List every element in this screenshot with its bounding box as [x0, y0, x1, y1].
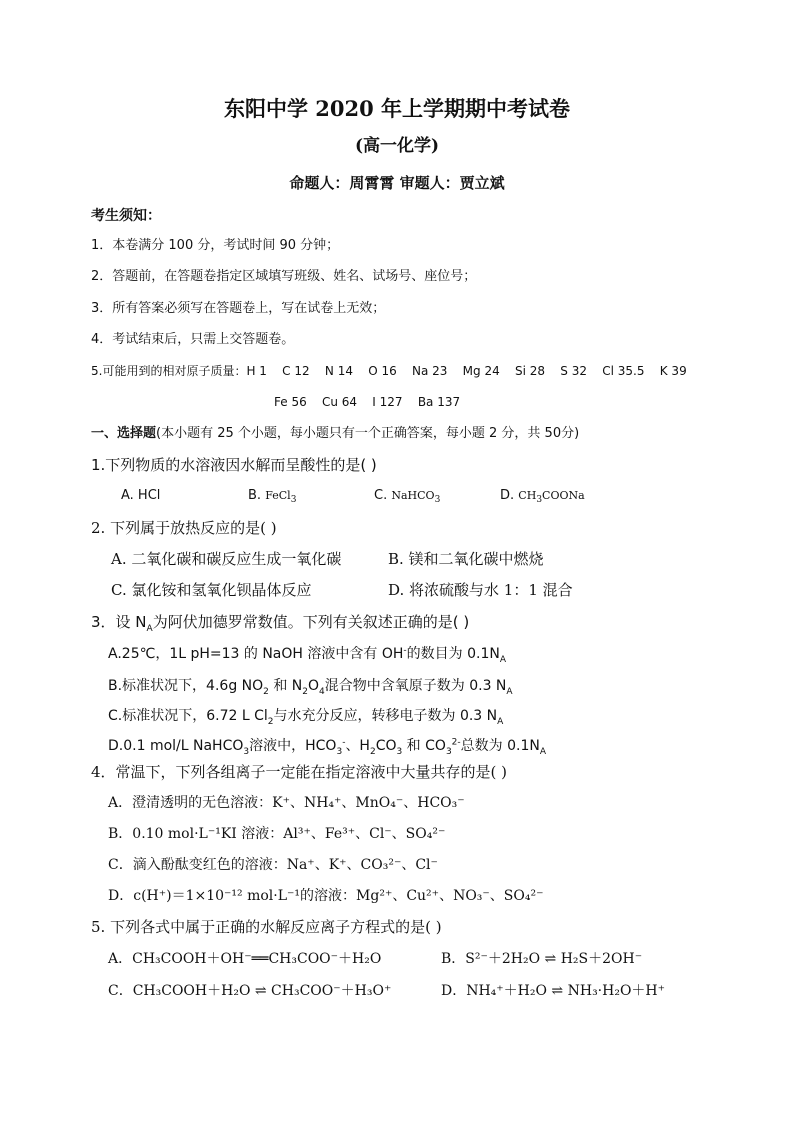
option-formula: [391, 489, 441, 506]
question-4-stem: 4．常温下，下列各组离子一定能在指定溶液中大量共存的是( ): [91, 763, 508, 781]
question-5-stem: 5. 下列各式中属于正确的水解反应离子方程式的是( ): [91, 918, 442, 936]
option-subscript: A: [539, 746, 547, 757]
option-text: 溶液中，HCO: [249, 738, 337, 754]
option-subscript: A: [506, 686, 513, 697]
question-1-option-a: A. HCl: [121, 488, 161, 503]
question-3-option-c: [108, 708, 504, 727]
notice-item-2: 2．答题前，在答题卷指定区域填写班级、姓名、试场号、座位号；: [91, 269, 477, 284]
option-subscript: 3: [396, 746, 403, 757]
option-subscript: A: [499, 654, 506, 665]
formula-text: COONa: [542, 489, 585, 502]
stem-subscript: A: [146, 624, 153, 634]
formula-subscript: 3: [536, 495, 543, 506]
option-text: 总数为 0.1N: [460, 738, 540, 754]
option-subscript: 2: [267, 716, 274, 727]
question-5-option-a: A．CH₃COOH＋OH⁻══CH₃COO⁻＋H₂O: [108, 951, 382, 967]
option-subscript: 3: [243, 746, 250, 757]
option-text: 混合物中含氧原子数为 0.3 N: [324, 678, 507, 694]
notice-item-3: 3．所有答案必须写在答题卷上，写在试卷上无效；: [91, 301, 386, 316]
option-text: 的数目为 0.1N: [406, 646, 500, 662]
question-1-option-d: [500, 488, 585, 506]
formula-subscript: 3: [434, 495, 441, 506]
question-4-option-c: C．滴入酚酞变红色的溶液：Na⁺、K⁺、CO₃²⁻、Cl⁻: [108, 857, 438, 873]
formula-text: NaHCO: [391, 489, 435, 502]
question-1-option-c: [374, 488, 441, 506]
question-2-option-c: C. 氯化铵和氢氧化钡晶体反应: [111, 581, 312, 599]
section-label: 一、选择题: [91, 426, 157, 441]
option-text: 和 N: [268, 678, 303, 694]
question-3-option-b: [108, 678, 513, 697]
option-subscript: 2: [302, 686, 308, 697]
option-formula: [265, 489, 297, 506]
notice-item-4: 4．考试结束后，只需上交答题卷。: [91, 332, 295, 347]
option-subscript: 3: [336, 746, 343, 757]
question-3-option-d: [108, 737, 547, 757]
formula-text: FeCl: [265, 489, 291, 502]
question-4-option-d: D．c(H⁺)＝1×10⁻¹² mol·L⁻¹的溶液：Mg²⁺、Cu²⁺、NO₃⁻、SO₄²⁻: [108, 888, 544, 904]
option-formula: [518, 489, 585, 506]
option-text: B.标准状况下，4.6g NO: [108, 678, 264, 694]
option-subscript: 3: [445, 746, 452, 757]
question-2-option-d: D. 将浓硫酸与水 1：1 混合: [388, 581, 573, 599]
option-text: 与水充分反应，转移电子数为 0.3 N: [273, 708, 498, 724]
question-4-option-b: B．0.10 mol·L⁻¹KI 溶液：Al³⁺、Fe³⁺、Cl⁻、SO₄²⁻: [108, 826, 446, 842]
question-2-stem: 2. 下列属于放热反应的是( ): [91, 519, 277, 537]
question-1-option-b: [248, 488, 297, 506]
option-subscript: A: [497, 716, 504, 727]
option-subscript: 2: [263, 686, 269, 697]
option-text: A.25℃，1L pH=13 的 NaOH 溶液中含有 OH: [108, 646, 404, 662]
atomic-masses-line-2: Fe 56 Cu 64 I 127 Ba 137: [274, 395, 461, 409]
stem-text: 3．设 N: [91, 613, 147, 631]
section-heading: [91, 427, 579, 440]
formula-text: CH: [518, 489, 537, 502]
option-text: 和 CO: [402, 738, 446, 754]
question-3-option-a: [108, 645, 506, 665]
option-label: D.: [500, 488, 515, 503]
option-superscript: 2-: [451, 737, 461, 748]
option-text: CO: [375, 738, 397, 754]
option-text: 、H: [345, 738, 370, 754]
atomic-masses-line-1: 5.可能用到的相对原子质量：H 1 C 12 N 14 O 16 Na 23 Mg 24 Si 28 S 32 Cl 35.5 K 39: [91, 364, 687, 378]
exam-title: 东阳中学 2020 年上学期期中考试卷: [223, 96, 571, 121]
question-5-option-c: C．CH₃COOH＋H₂O ⇌ CH₃COO⁻＋H₃O⁺: [108, 983, 392, 999]
option-subscript: 2: [369, 746, 376, 757]
option-label: B.: [248, 488, 262, 503]
notice-heading: 考生须知：: [91, 208, 161, 224]
option-superscript: -: [342, 737, 346, 748]
section-description: (本小题有 25 个小题，每小题只有一个正确答案，每小题 2 分，共 50分): [156, 426, 580, 441]
option-label: C.: [374, 488, 388, 503]
formula-subscript: 3: [290, 495, 297, 506]
option-text: O: [308, 678, 320, 694]
stem-text: 为阿伏加德罗常数值。下列有关叙述正确的是( ): [152, 613, 470, 631]
question-3-stem: [91, 613, 470, 634]
question-2-option-a: A. 二氧化碳和碳反应生成一氧化碳: [111, 550, 342, 568]
question-4-option-a: A．澄清透明的无色溶液：K⁺、NH₄⁺、MnO₄⁻、HCO₃⁻: [108, 795, 465, 811]
question-2-option-b: B. 镁和二氧化碳中燃烧: [388, 550, 544, 568]
question-5-option-b: B．S²⁻＋2H₂O ⇌ H₂S＋2OH⁻: [441, 951, 643, 967]
question-1-stem: 1.下列物质的水溶液因水解而呈酸性的是( ): [91, 456, 377, 474]
question-5-option-d: D．NH₄⁺＋H₂O ⇌ NH₃·H₂O＋H⁺: [441, 983, 666, 999]
exam-subtitle: (高一化学): [354, 136, 440, 156]
option-superscript: -: [403, 645, 407, 656]
option-subscript: 4: [319, 686, 325, 697]
exam-authors: 命题人：周霄霄 审题人：贾立斌: [289, 174, 505, 192]
option-text: C.标准状况下，6.72 L Cl: [108, 708, 268, 724]
option-text: D.0.1 mol/L NaHCO: [108, 738, 244, 754]
notice-item-1: 1．本卷满分 100 分，考试时间 90 分钟；: [91, 238, 340, 253]
